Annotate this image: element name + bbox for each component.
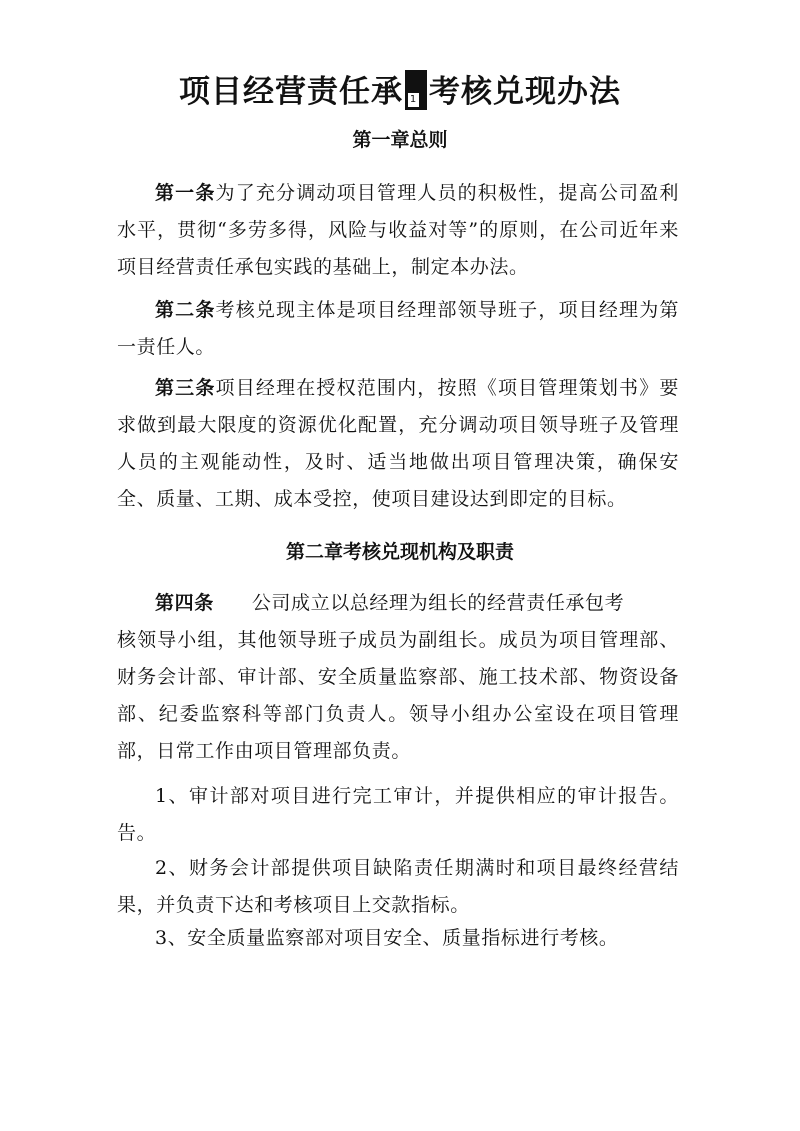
article-1 xyxy=(117,175,679,286)
item-2: 2、财务会计部提供项目缺陷责任期满时和项目最终经营结果，并负责下达和考核项目上交款指标。 xyxy=(117,857,679,916)
item-3: 3、安全质量监察部对项目安全、质量指标进行考核。 xyxy=(155,927,619,949)
article-1-text: 为了充分调动项目管理人员的积极性，提高公司盈利水平，贯彻“多劳多得，风险与收益对等”的原则，在公司近年来项目经营责任承包实践的基础上，制定本办法。 xyxy=(117,182,679,278)
article-2-label: 第二条 xyxy=(155,299,216,321)
article-4-line1: 公司成立以总经理为组长的经营责任承包考 xyxy=(251,592,625,614)
item-1: 1、审计部对项目进行完工审计，并提供相应的审计报告。告。 xyxy=(117,785,679,844)
document-title xyxy=(0,70,800,114)
article-4 xyxy=(117,585,679,770)
article-4-label: 第四条 xyxy=(155,592,214,614)
title-text-part1: 项目经营责任承 xyxy=(179,74,403,110)
article-2 xyxy=(117,292,679,366)
page-marker-icon xyxy=(405,70,427,110)
article-3 xyxy=(117,370,679,518)
article-3-text: 项目经理在授权范围内，按照《项目管理策划书》要求做到最大限度的资源优化配置，充分调动项目领导班子及管理人员的主观能动性，及时、适当地做出项目管理决策，确保安全、质量、工期、成本受控，使项目建设达到即定的目标。 xyxy=(117,377,679,510)
article-4-rest: 核领导小组，其他领导班子成员为副组长。成员为项目管理部、财务会计部、审计部、安全质量监察部、施工技术部、物资设备部、纪委监察科等部门负责人。领导小组办公室设在项目管理部，日常工作由项目管理部负责。 xyxy=(117,629,679,762)
page-marker-number: 1 xyxy=(409,94,418,105)
title-text-part2: 考核兑现办法 xyxy=(429,74,621,110)
article-3-label: 第三条 xyxy=(155,377,216,399)
chapter-2-title: 第二章考核兑现机构及职责 xyxy=(285,541,514,563)
chapter-1-title: 第一章总则 xyxy=(352,129,448,151)
article-2-text: 考核兑现主体是项目经理部领导班子，项目经理为第一责任人。 xyxy=(117,299,679,358)
article-1-label: 第一条 xyxy=(155,182,216,204)
